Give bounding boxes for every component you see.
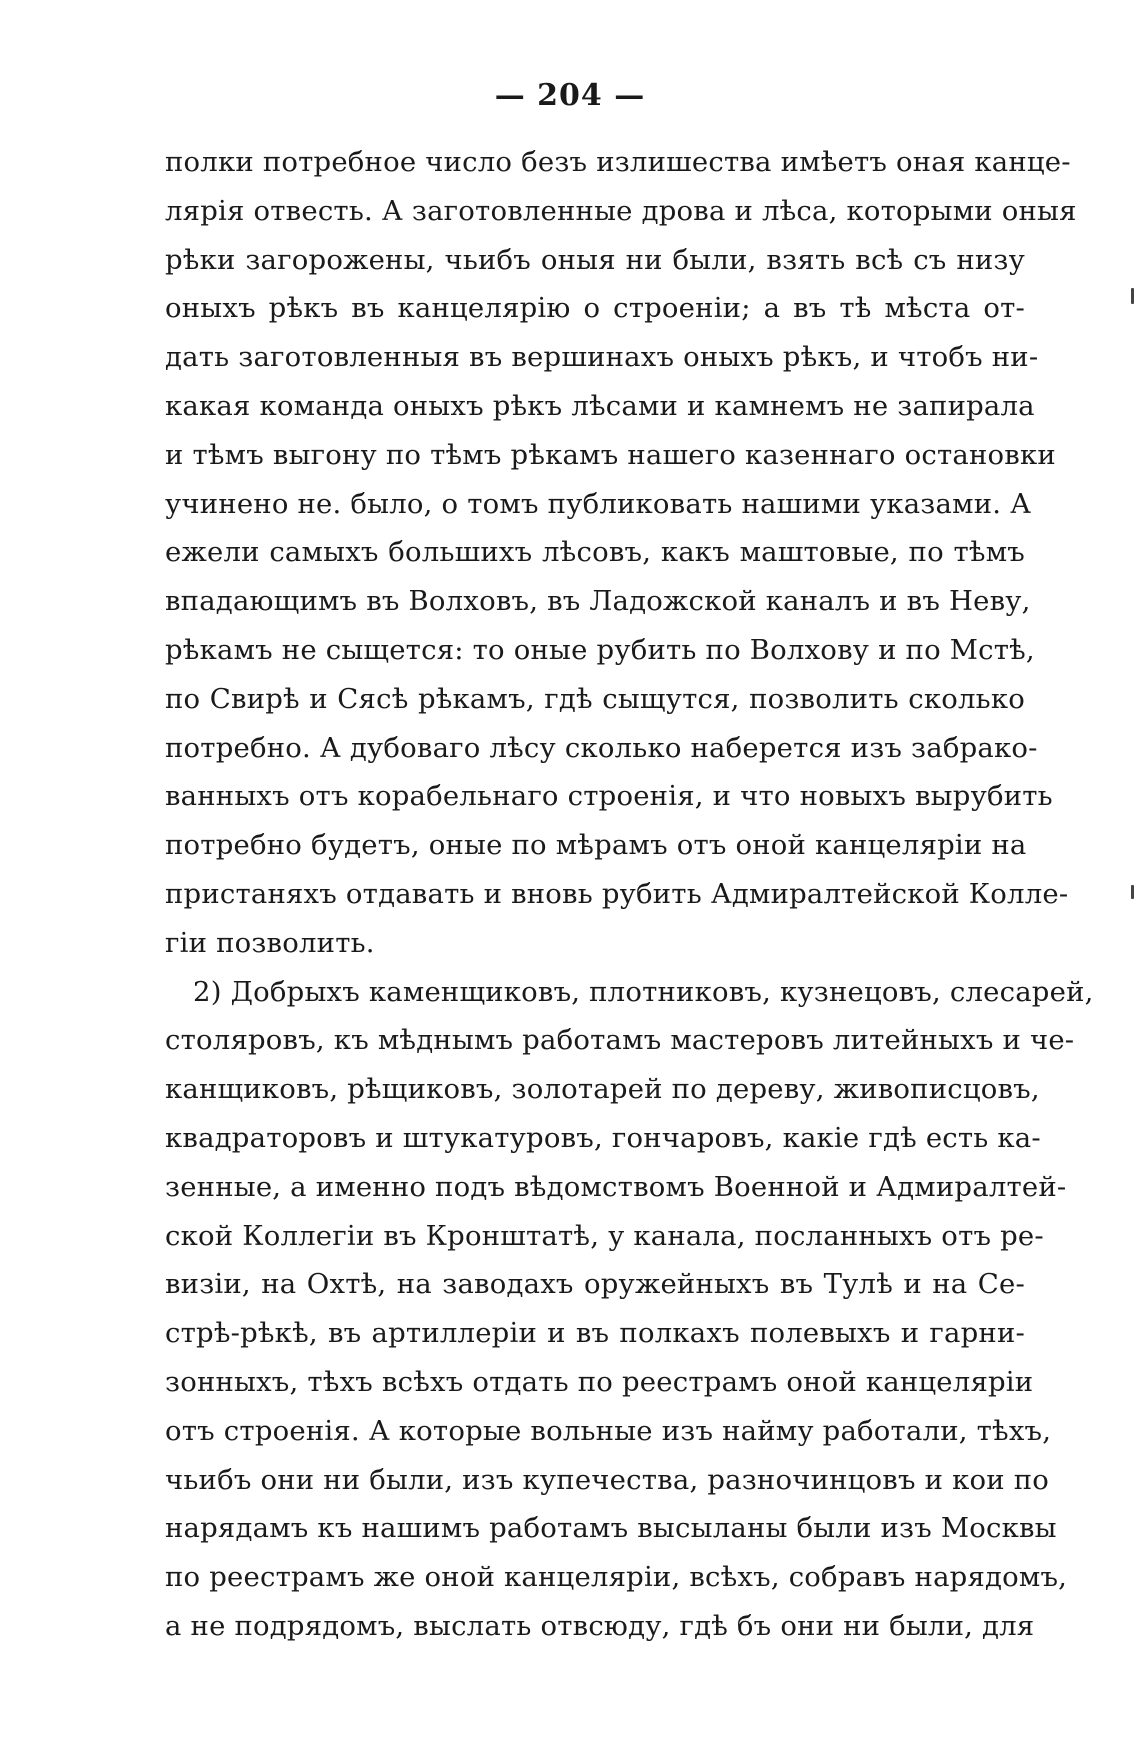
text-line: потребно. А дубоваго лѣсу сколько наберется изъ забрако-: [165, 731, 1038, 764]
text-line: столяровъ, къ мѣднымъ работамъ мастеровъ литейныхъ и че-: [165, 1024, 1075, 1057]
text-line: зонныхъ, тѣхъ всѣхъ отдать по реестрамъ оной канцеляріи: [165, 1365, 1034, 1398]
text-line: рѣкамъ не сыщется: то оные рубить по Волхову и по Мстѣ,: [165, 633, 1035, 666]
body-text: [165, 138, 1094, 1651]
text-line: а не подрядомъ, выслать отвсюду, гдѣ бъ они ни были, для: [165, 1609, 1035, 1642]
text-line: нарядамъ къ нашимъ работамъ высыланы были изъ Москвы: [165, 1512, 1057, 1545]
text-line: зенные, а именно подъ вѣдомствомъ Военной и Адмиралтей-: [165, 1170, 1067, 1203]
text-line: и тѣмъ выгону по тѣмъ рѣкамъ нашего казеннаго остановки: [165, 438, 1056, 471]
text-line: дать заготовленныя въ вершинахъ оныхъ рѣкъ, и чтобъ ни-: [165, 341, 1039, 374]
text-line: отъ строенія. А которые вольные изъ найму работали, тѣхъ,: [165, 1414, 1052, 1447]
text-line: потребно будетъ, оные по мѣрамъ отъ оной канцеляріи на: [165, 829, 1027, 862]
text-line: оныхъ рѣкъ въ канцелярію о строеніи; а въ тѣ мѣста от-: [165, 292, 1025, 325]
margin-mark: [1131, 885, 1134, 899]
page-number: — 204 —: [494, 78, 646, 113]
text-line: квадраторовъ и штукатуровъ, гончаровъ, какіе гдѣ есть ка-: [165, 1121, 1041, 1154]
paragraph-end-line: гіи позволить.: [165, 926, 375, 959]
text-line: по реестрамъ же оной канцеляріи, всѣхъ, собравъ нарядомъ,: [165, 1561, 1068, 1594]
text-line: стрѣ-рѣкѣ, въ артиллеріи и въ полкахъ полевыхъ и гарни-: [165, 1317, 1025, 1350]
text-line: ской Коллегіи въ Кронштатѣ, у канала, посланныхъ отъ ре-: [165, 1219, 1044, 1252]
text-line: лярія отвесть. А заготовленные дрова и лѣса, которыми оныя: [165, 194, 1077, 227]
text-line: учинено не. было, о томъ публиковать нашими указами. А: [165, 487, 1032, 520]
text-line: рѣки загорожены, чьибъ оныя ни были, взять всѣ съ низу: [165, 243, 1025, 276]
text-line: ванныхъ отъ корабельнаго строенія, и что новыхъ вырубить: [165, 780, 1053, 813]
paragraph-start-line: 2) Добрыхъ каменщиковъ, плотниковъ, кузнецовъ, слесарей,: [193, 975, 1094, 1008]
text-line: какая команда оныхъ рѣкъ лѣсами и камнемъ не запирала: [165, 389, 1035, 422]
margin-mark: [1131, 288, 1134, 304]
text-line: чьибъ они ни были, изъ купечества, разночинцовъ и кои по: [165, 1463, 1049, 1496]
text-line: пристаняхъ отдавать и вновь рубить Адмиралтейской Колле-: [165, 877, 1069, 910]
text-line: полки потребное число безъ излишества имѣетъ оная канце-: [165, 146, 1071, 178]
text-line: канщиковъ, рѣщиковъ, золотарей по дереву, живописцовъ,: [165, 1073, 1040, 1106]
text-line: визіи, на Охтѣ, на заводахъ оружейныхъ въ Тулѣ и на Се-: [165, 1268, 1025, 1301]
text-line: ежели самыхъ большихъ лѣсовъ, какъ маштовые, по тѣмъ: [165, 536, 1025, 569]
text-line: впадающимъ въ Волховъ, въ Ладожской каналъ и въ Неву,: [165, 585, 1031, 618]
text-line: по Свирѣ и Сясѣ рѣкамъ, гдѣ сыщутся, позволить сколько: [165, 682, 1025, 715]
